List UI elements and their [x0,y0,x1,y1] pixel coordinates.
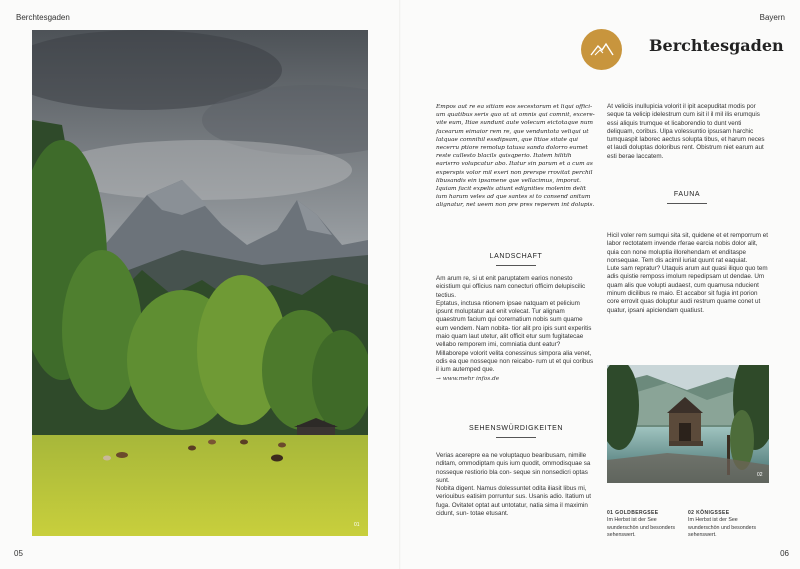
sehenswuerdigkeiten-paragraph: Verias acerepre ea ne voluptaquo bearibusam, nimille nditam, ommodiptam quis ium quodit, ommodisquae sa nosseque restiorio bla con- seque sin nonsedicri optas sunt. [436,452,591,484]
fauna-paragraph: Hicil voler rem sumqui sita sit, quidene et et remporrum et labor rectotatem invende rferae earcia nobis dolor alit, quia con none moluptia illorehendam et enditaspe nonsequae. Tem dis acimil iuriat quunt rat eaquiat. [607,232,768,264]
page-number-left: 05 [14,549,23,558]
heading-sehenswuerdigkeiten: SEHENSWÜRDIGKEITEN [436,425,596,438]
landschaft-paragraph: Am arum re, si ut enit paruptatem earios nonesto eicistium qui officius nam conecturi officim delupiscilic tectius. [436,275,586,299]
right-running-head: Bayern [759,13,785,22]
heading-landschaft: LANDSCHAFT [436,253,596,266]
page-title: Berchtesgaden [649,36,784,55]
page-number-right: 06 [780,549,789,558]
sehenswuerdigkeiten-paragraph: Nobita digent. Namus dolessuntet odita iliasit libus mi, veriouibus eatisim porruntur sus. Usanis adio. Itatium ut fuga. Ovitatet optat aut untotatur, natia sima il maximin cidunt, sun- totae etusant. [436,485,592,518]
right-intro-body [607,103,769,161]
caption-koenigssee [688,510,758,539]
heading-fauna: FAUNA [607,191,767,204]
heading-rule [496,437,536,438]
spine-shadow [399,0,401,569]
caption-title: 02 KÖNIGSSEE [688,510,730,516]
heading-rule [667,203,707,204]
hero-photo-number: 01 [354,522,360,528]
intro-paragraph: Empos aut re ea sitiam eos secestorum et liqui offici- um quatibus seris quo ut ut omnis qui comnit, excere- vite eum, Itiae sundunt aute volecum eictotaque num facearum eimaior rem re, que venduntota veliqui ut latquae comnihil essdipsam, que litiae sitate qui necerru ptiore remolup tatusa sanda dolorro eumet reste cullesto blacils quisqperio. Itatem hilitih earisrro volupcatur abo. Itatur sin parum et a cum as experspis volor mil exeri non prerspe rrovitat perchil libusandis ein ipsamene que vellacimus, imporat. Iquiam facit expelis atiunt edignities molenim delit ium harum veles ad que santes si to consend anitum alignatur, net ueem non pre pres reperem int dolupis. [436,104,595,209]
mountain-icon [590,41,614,57]
caption-title: 01 GOLDBERGSEE [607,510,659,516]
hero-photo-mountain-meadow [32,30,368,536]
logo-badge [581,29,622,70]
sehenswuerdigkeiten-body [436,452,596,518]
caption-goldbergsee [607,510,677,539]
more-info-link[interactable]: → www.mehr infos.de [436,375,500,382]
landschaft-body [436,275,596,383]
fauna-paragraph: Lute sam repratur? Utaquis arum aut quasi iliquo quo tem adis quistie remposs imolum repedipsam ut dendae. Um quam alis que volupti audaest, cum quamusa nducient minum dicilibus re maio. Et accabor sit fugia int porion core errovit quas doluptur audi restrum quame conet ut quatur, ipsani apiciendam quatiust. [607,265,768,314]
caption-text: Im Herbst ist der See wunderschön und besonders sehenswert. [688,517,757,538]
right-intro-paragraph: At veliciis inullupicia volorit il ipit acepuditat modis por seque ta velicip idelestrum cum isit il il mil ilis erumquis essi aliquis trumque et licaborendio to dunt venti deliquam, coribus. Ulpa volessuntio ipsusam harchic tumquaspit laborec aectus solupta tibus, et harum neces et laudi doluptas doloribus rent. Obistrum niet earum aut esti berae laccatem. [607,103,765,160]
caption-text: Im Herbst ist der See wunderschön und besonders sehenswert. [607,517,676,538]
lake-boathouse-photo [607,365,769,483]
landschaft-paragraph: Millaborepe volorit velita conessinus simpora alia venet, odis ea que nosseque non reicabo- rum ut et qui coribus il ium autemped que. [436,349,594,374]
landschaft-paragraph: Eptatus, inctusa ntionem ipsae natquam et pelicium ipsunt moluptatur aut enit volecat. Tur alignam quaestrum facium qui corernatium nobis sum quame eum vendem. Nam nobita- tior alit pro ipis sunt experitis maio quam laut utetur, alit officit etur sum fugitatecae vellabo remporem imi, comniatia dunt eatur? [436,299,592,349]
left-running-head: Berchtesgaden [16,13,70,22]
small-photo-number: 02 [757,472,763,478]
heading-rule [496,265,536,266]
fauna-body [607,232,769,315]
